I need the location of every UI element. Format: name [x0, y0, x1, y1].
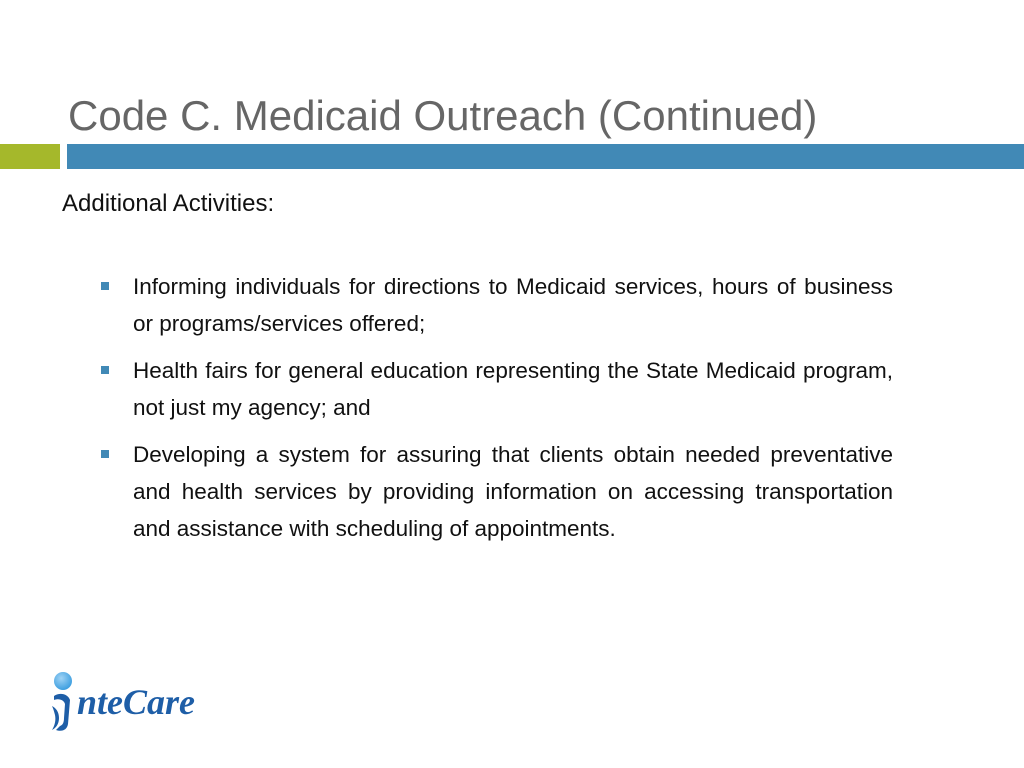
bullet-list: [101, 268, 893, 557]
logo-wordmark: nteCare: [77, 682, 196, 722]
bullet-text: Developing a system for assuring that clients obtain needed preventative and health services by providing information on accessing transportation and assistance with scheduling of appointments.: [133, 442, 893, 541]
bullet-text: Health fairs for general education representing the State Medicaid program, not just my agency; and: [133, 358, 893, 420]
section-subheading: Additional Activities:: [62, 190, 275, 217]
slide-title: Code C. Medicaid Outreach (Continued): [68, 92, 818, 139]
title-accent-bar-green: [0, 144, 60, 169]
title-accent-bar-blue: [67, 144, 1024, 169]
square-bullet-icon: [101, 450, 109, 458]
square-bullet-icon: [101, 282, 109, 290]
intecare-logo: [50, 670, 220, 740]
bullet-text: Informing individuals for directions to Medicaid services, hours of business or programs/services offered;: [133, 274, 893, 336]
bullet-item: [101, 352, 893, 426]
bullet-item: [101, 268, 893, 342]
square-bullet-icon: [101, 366, 109, 374]
bullet-item: [101, 436, 893, 547]
